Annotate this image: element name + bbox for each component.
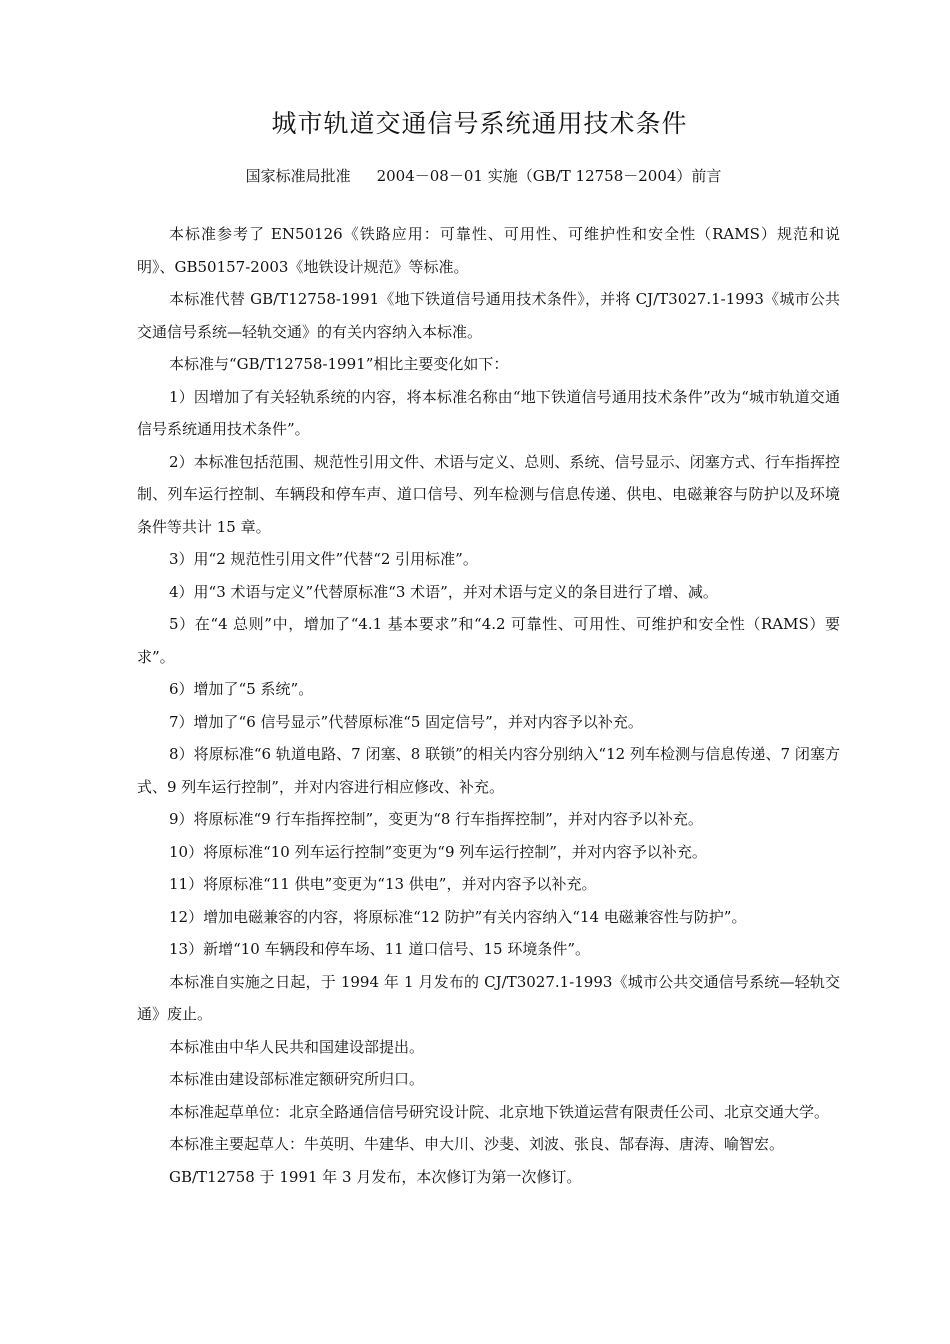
paragraph: 6）增加了“5 系统”。	[169, 680, 314, 698]
document-body	[137, 218, 840, 1193]
paragraph: 2）本标准包括范围、规范性引用文件、术语与定义、总则、系统、信号显示、闭塞方式、行车指挥控制、列车运行控制、车辆段和停车声、道口信号、列车检测与信息传递、供电、电磁兼容与防护以及环境条件等共计 15 章。	[137, 452, 840, 536]
paragraph: 本标准自实施之日起，于 1994 年 1 月发布的 CJ/T3027.1-1993《城市公共交通信号系统—轻轨交通》废止。	[137, 972, 840, 1023]
paragraph: 10）将原标准“10 列车运行控制”变更为“9 列车运行控制”，并对内容予以补充。	[169, 842, 707, 861]
paragraph: 5）在“4 总则”中，增加了“4.1 基本要求”和“4.2 可靠性、可用性、可维护和安全性（RAMS）要求”。	[137, 615, 840, 666]
paragraph: 本标准主要起草人：牛英明、牛建华、申大川、沙斐、刘波、张良、郜春海、唐涛、喻智宏。	[169, 1135, 785, 1153]
paragraph: 8）将原标准“6 轨道电路、7 闭塞、8 联锁”的相关内容分别纳入“12 列车检测与信息传递、7 闭塞方式、9 列车运行控制”，并对内容进行相应修改、补充。	[137, 745, 840, 796]
paragraph: 13）新增“10 车辆段和停车场、11 道口信号、15 环境条件”。	[169, 940, 590, 958]
paragraph: 1）因增加了有关轻轨系统的内容，将本标准名称由“地下铁道信号通用技术条件”改为“城市轨道交通信号系统通用技术条件”。	[137, 387, 840, 438]
document-subtitle	[137, 164, 840, 188]
paragraph: 本标准代替 GB/T12758-1991《地下铁道信号通用技术条件》，并将 CJ/T3027.1-1993《城市公共交通信号系统—轻轨交通》的有关内容纳入本标准。	[137, 290, 840, 341]
approval-authority: 国家标准局批准	[245, 167, 351, 185]
paragraph: 本标准由建设部标准定额研究所归口。	[169, 1070, 425, 1088]
paragraph: GB/T12758 于 1991 年 3 月发布，本次修订为第一次修订。	[169, 1167, 582, 1186]
paragraph: 12）增加电磁兼容的内容，将原标准“12 防护”有关内容纳入“14 电磁兼容性与防护”。	[169, 907, 747, 926]
document-title: 城市轨道交通信号系统通用技术条件	[271, 109, 688, 138]
paragraph: 本标准与“GB/T12758-1991”相比主要变化如下：	[169, 355, 509, 373]
paragraph: 11）将原标准“11 供电”变更为“13 供电”，并对内容予以补充。	[169, 875, 597, 893]
paragraph: 9）将原标准“9 行车指挥控制”，变更为“8 行车指挥控制”，并对内容予以补充。	[169, 810, 703, 828]
paragraph: 本标准起草单位：北京全路通信信号研究设计院、北京地下铁道运营有限责任公司、北京交通大学。	[169, 1102, 830, 1121]
paragraph: 7）增加了“6 信号显示”代替原标准“5 固定信号”，并对内容予以补充。	[169, 712, 643, 731]
paragraph: 4）用“3 术语与定义”代替原标准“3 术语”，并对术语与定义的条目进行了增、减。	[169, 582, 718, 601]
implementation-info: 2004－08－01 实施（GB/T 12758－2004）前言	[376, 167, 722, 185]
paragraph: 本标准由中华人民共和国建设部提出。	[169, 1037, 425, 1056]
paragraph: 本标准参考了 EN50126《铁路应用：可靠性、可用性、可维护性和安全性（RAMS）规范和说明》、GB50157-2003《地铁设计规范》等标准。	[137, 225, 840, 276]
paragraph: 3）用“2 规范性引用文件”代替“2 引用标准”。	[169, 550, 478, 568]
